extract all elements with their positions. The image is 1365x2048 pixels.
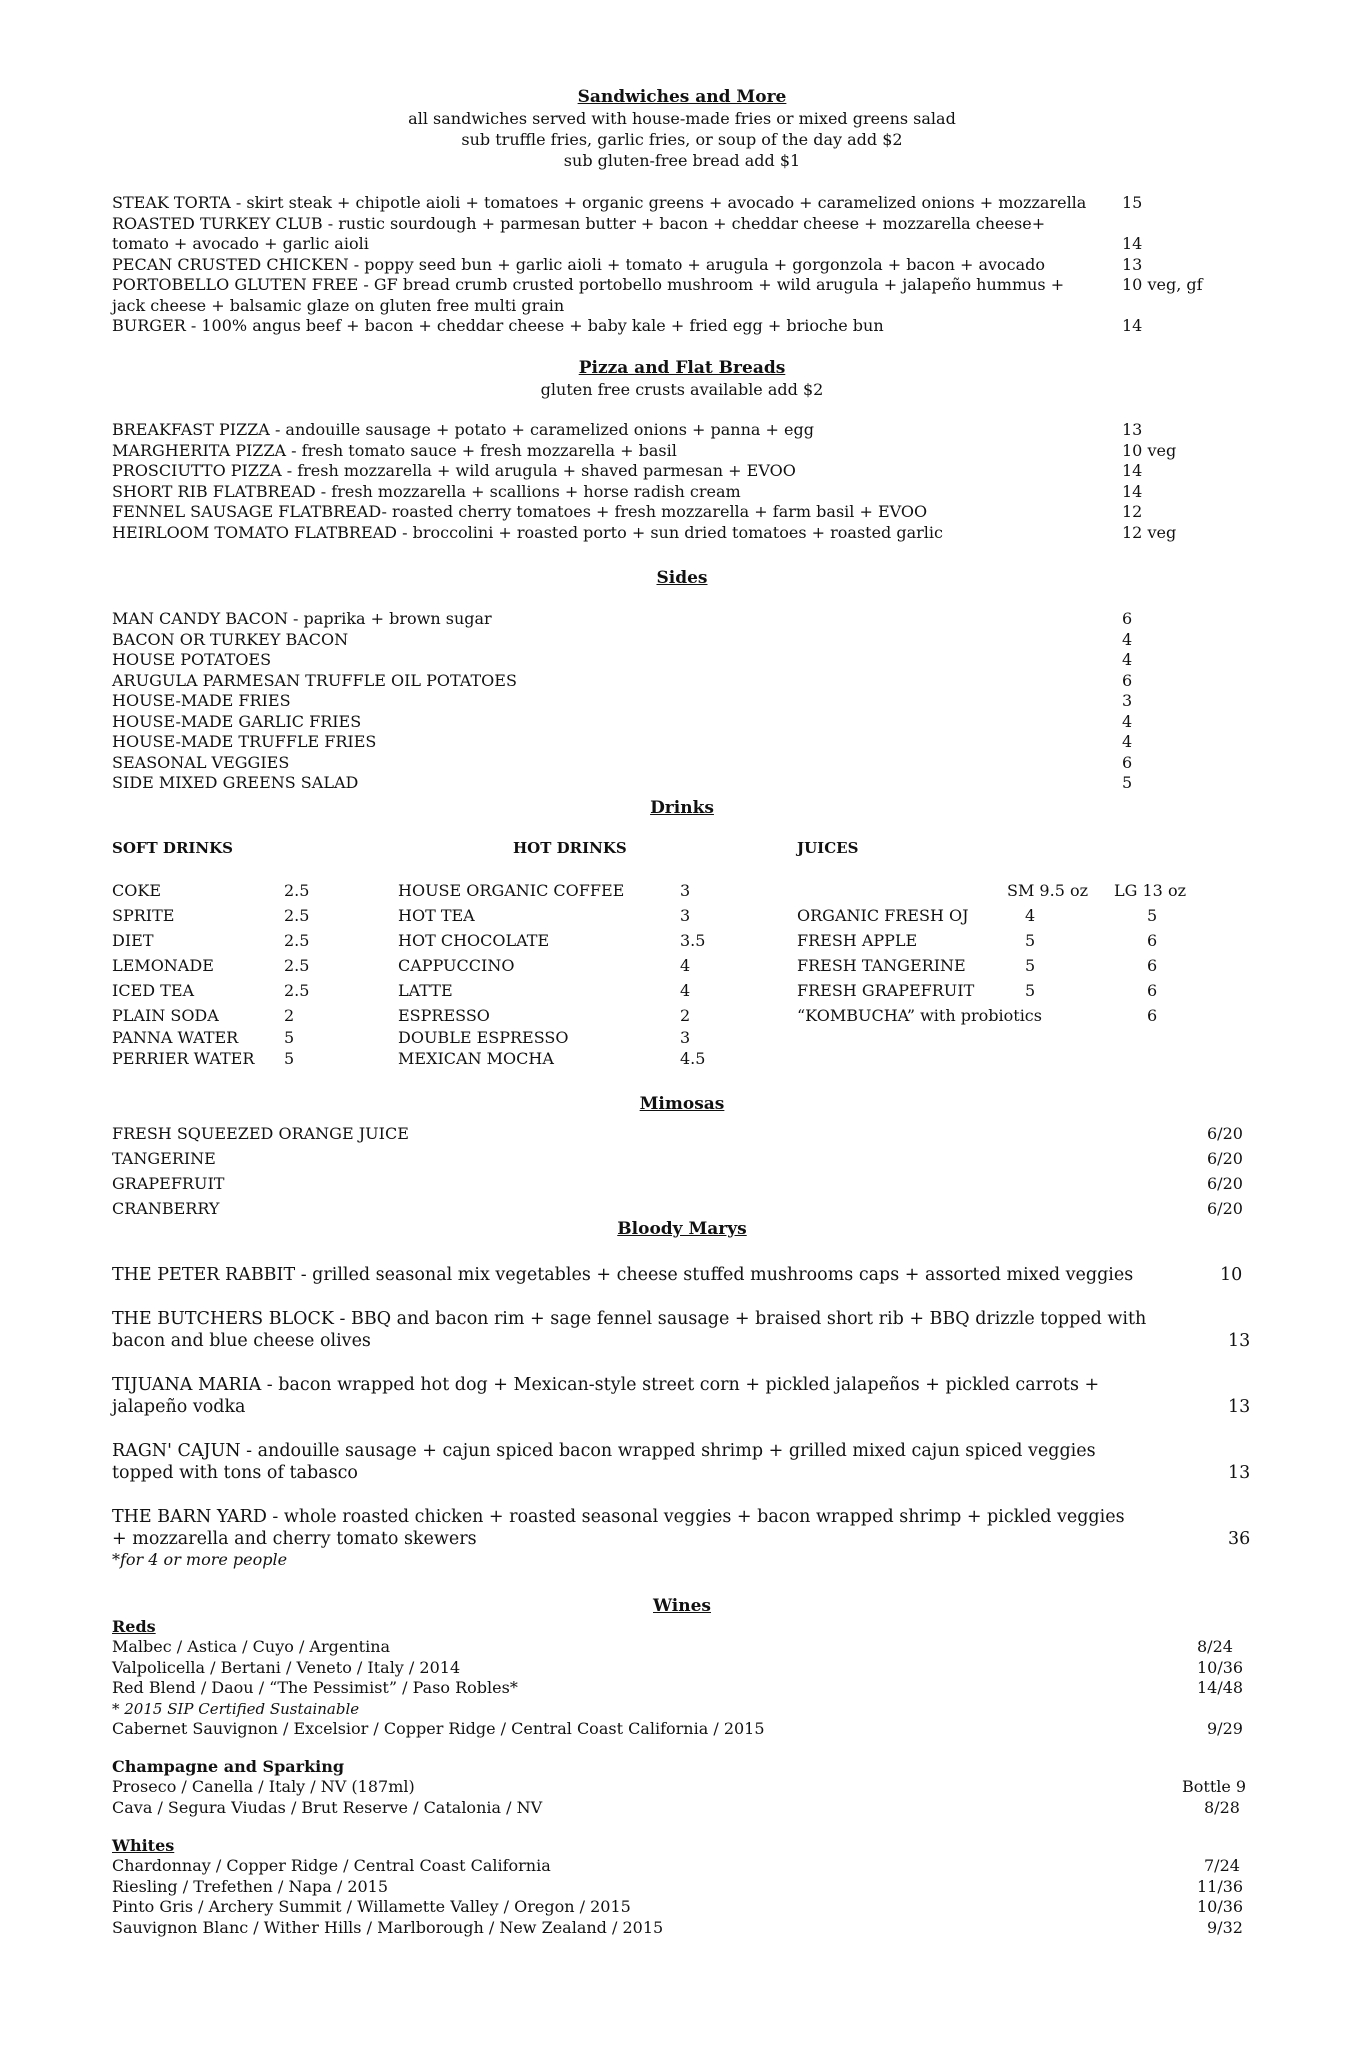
pizza-section	[112, 357, 1252, 543]
item-description: PORTOBELLO GLUTEN FREE - GF bread crumb crusted portobello mushroom + wild arugula + jalapeño hummus + jack cheese + balsamic glaze on gluten free multi grain	[112, 275, 1065, 315]
item-description: BREAKFAST PIZZA - andouille sausage + potato + caramelized onions + panna + egg	[112, 420, 814, 439]
item-price: 10	[1220, 1265, 1243, 1285]
juice-size-header	[797, 878, 1217, 903]
item-description: HOUSE POTATOES	[112, 650, 272, 669]
column-header: JUICES	[797, 839, 859, 857]
menu-item	[112, 753, 1252, 774]
juice-name: FRESH APPLE	[797, 931, 918, 950]
item-description: STEAK TORTA - skirt steak + chipotle aioli + tomatoes + organic greens + avocado + caramelized onions + mozzarella	[112, 193, 1087, 212]
drink-name: PERRIER WATER	[112, 1048, 255, 1068]
item-price: 3	[1122, 691, 1133, 710]
wine-category-header: Champagne and Sparking	[112, 1757, 345, 1776]
drink-price: 3	[680, 1028, 691, 1047]
item-price: 13	[1122, 254, 1143, 274]
wine-description: Cabernet Sauvignon / Excelsior / Copper Ridge / Central Coast California / 2015	[112, 1718, 765, 1738]
drink-row	[112, 978, 372, 1003]
item-price: 6/20	[1207, 1149, 1243, 1168]
section-title: Pizza and Flat Breads	[578, 358, 786, 378]
wine-item	[112, 1777, 1252, 1798]
item-description: BACON OR TURKEY BACON	[112, 629, 349, 649]
item-description: ARUGULA PARMESAN TRUFFLE OIL POTATOES	[112, 670, 517, 690]
item-price: 6	[1122, 609, 1133, 628]
item-description: RAGN' CAJUN - andouille sausage + cajun spiced bacon wrapped shrimp + grilled mixed cajun spiced veggies topped with tons of tabasco	[112, 1441, 1096, 1483]
wine-price: 7/24	[1204, 1856, 1240, 1875]
drink-price: 2.5	[284, 906, 310, 925]
section-title: Bloody Marys	[617, 1219, 747, 1239]
menu-item	[112, 255, 1252, 276]
wine-item	[112, 1719, 1252, 1740]
menu-item	[112, 1308, 1252, 1352]
item-description: THE BUTCHERS BLOCK - BBQ and bacon rim + sage fennel sausage + braised short rib + BBQ drizzle topped with bacon and blue cheese olives	[112, 1309, 1147, 1351]
item-price: 14	[1122, 234, 1143, 253]
drink-row	[112, 953, 372, 978]
drink-name: PLAIN SODA	[112, 1006, 219, 1025]
wine-item	[112, 1856, 1252, 1877]
juice-small-price: 4	[1025, 906, 1036, 925]
juice-row	[797, 1003, 1217, 1028]
item-price: 6	[1122, 670, 1133, 690]
item-price: 6/20	[1207, 1199, 1243, 1218]
drink-row	[112, 903, 372, 928]
hot-drinks-column	[398, 838, 728, 1069]
section-note: gluten free crusts available add $2	[540, 380, 824, 399]
wine-description: Pinto Gris / Archery Summit / Willamette Valley / Oregon / 2015	[112, 1897, 631, 1916]
wine-category-header: Whites	[112, 1836, 175, 1855]
section-title: Drinks	[650, 798, 714, 818]
menu-item	[112, 482, 1252, 503]
juice-row	[797, 978, 1217, 1003]
mimosas-section	[112, 1093, 1252, 1221]
drink-row	[398, 1049, 728, 1070]
item-price: 36	[1228, 1529, 1251, 1549]
wine-price: 8/24	[1197, 1637, 1233, 1656]
menu-item	[112, 502, 1252, 523]
juice-large-price: 6	[1147, 981, 1158, 1000]
menu-item	[112, 316, 1252, 337]
menu-item	[112, 1264, 1252, 1286]
menu-item	[112, 1440, 1252, 1484]
item-price: 6/20	[1207, 1124, 1243, 1143]
juice-name: “KOMBUCHA” with probiotics	[797, 1006, 1042, 1025]
drink-name: LATTE	[398, 981, 453, 1000]
item-description: GRAPEFRUIT	[112, 1174, 225, 1193]
wine-item	[112, 1637, 1252, 1658]
sides-section	[112, 567, 1252, 794]
item-price: 4	[1122, 629, 1133, 649]
drink-price: 2.5	[284, 956, 310, 975]
wine-item	[112, 1897, 1252, 1918]
item-price: 14	[1122, 481, 1143, 501]
menu-item	[112, 214, 1252, 255]
juice-small-price: 5	[1025, 981, 1036, 1000]
juice-name: ORGANIC FRESH OJ	[797, 906, 969, 925]
drink-row	[398, 928, 728, 953]
item-description: FENNEL SAUSAGE FLATBREAD- roasted cherry tomatoes + fresh mozzarella + farm basil + EVOO	[112, 502, 928, 521]
juice-name: FRESH GRAPEFRUIT	[797, 981, 975, 1000]
juice-row	[797, 953, 1217, 978]
drink-row	[398, 953, 728, 978]
drink-price: 3	[680, 906, 691, 925]
drink-price: 5	[284, 1048, 295, 1068]
item-description: FRESH SQUEEZED ORANGE JUICE	[112, 1124, 409, 1143]
menu-item	[112, 1374, 1252, 1418]
wine-description: Riesling / Trefethen / Napa / 2015	[112, 1876, 389, 1896]
drink-row	[398, 903, 728, 928]
drink-name: DIET	[112, 931, 154, 950]
item-price: 13	[1228, 1397, 1251, 1417]
wine-description: Chardonnay / Copper Ridge / Central Coast California	[112, 1856, 551, 1875]
wine-description: Malbec / Astica / Cuyo / Argentina	[112, 1637, 391, 1656]
drink-price: 4	[680, 956, 691, 975]
wine-description: Proseco / Canella / Italy / NV (187ml)	[112, 1777, 415, 1796]
drink-row	[398, 978, 728, 1003]
drink-name: LEMONADE	[112, 956, 214, 975]
drink-row	[112, 878, 372, 903]
drink-price: 4.5	[680, 1048, 706, 1068]
section-note: all sandwiches served with house-made fries or mixed greens salad	[408, 109, 956, 128]
wine-item	[112, 1798, 1252, 1819]
menu-item	[112, 671, 1252, 692]
juice-row	[797, 903, 1217, 928]
section-title: Mimosas	[639, 1094, 725, 1114]
menu-item	[112, 732, 1252, 753]
item-price: 13	[1122, 420, 1143, 439]
item-price: 10 veg, gf	[1122, 275, 1203, 294]
menu-item	[112, 773, 1252, 794]
juices-column	[797, 838, 1217, 1028]
drink-row	[112, 1028, 372, 1049]
section-title: Sandwiches and More	[577, 87, 787, 107]
item-price: 5	[1122, 773, 1133, 792]
drink-name: CAPPUCCINO	[398, 956, 515, 975]
item-description: PECAN CRUSTED CHICKEN - poppy seed bun + garlic aioli + tomato + arugula + gorgonzola + bacon + avocado	[112, 254, 1046, 274]
drink-name: HOT TEA	[398, 906, 475, 925]
drink-price: 2.5	[284, 881, 310, 900]
juice-large-price: 6	[1147, 1006, 1158, 1025]
item-description: THE BARN YARD - whole roasted chicken + roasted seasonal veggies + bacon wrapped shrimp + pickled veggies + mozzarella and cherry tomato skewers	[112, 1507, 1125, 1549]
wine-price: 10/36	[1197, 1657, 1244, 1677]
item-price: 14	[1122, 461, 1143, 480]
drink-price: 3.5	[680, 931, 706, 950]
item-price: 4	[1122, 711, 1133, 731]
item-description: HEIRLOOM TOMATO FLATBREAD - broccolini + roasted porto + sun dried tomatoes + roasted garlic	[112, 522, 943, 542]
item-description: HOUSE-MADE TRUFFLE FRIES	[112, 732, 377, 751]
item-description: SEASONAL VEGGIES	[112, 752, 290, 772]
soft-drinks-column	[112, 838, 372, 1069]
menu-item	[112, 275, 1252, 316]
large-size-label: LG 13 oz	[1114, 881, 1186, 900]
wine-item	[112, 1658, 1252, 1679]
drink-name: PANNA WATER	[112, 1028, 239, 1047]
drink-name: ESPRESSO	[398, 1006, 490, 1025]
item-price: 6	[1122, 752, 1133, 772]
item-description: BURGER - 100% angus beef + bacon + cheddar cheese + baby kale + fried egg + brioche bun	[112, 316, 884, 335]
drink-row	[398, 1028, 728, 1049]
wine-item	[112, 1918, 1252, 1939]
drink-row	[398, 1003, 728, 1028]
item-price: 4	[1122, 650, 1133, 669]
item-description: HOUSE-MADE FRIES	[112, 691, 291, 710]
item-description: MAN CANDY BACON - paprika + brown sugar	[112, 609, 492, 628]
drink-price: 3	[680, 881, 691, 900]
item-price: 6/20	[1207, 1174, 1243, 1193]
menu-item	[112, 650, 1252, 671]
wine-price: Bottle 9	[1182, 1777, 1247, 1796]
wine-price: 8/28	[1204, 1797, 1240, 1817]
menu-item	[112, 609, 1252, 630]
juice-large-price: 6	[1147, 931, 1158, 950]
wine-description: Valpolicella / Bertani / Veneto / Italy / 2014	[112, 1657, 461, 1677]
drink-row	[398, 878, 728, 903]
wine-item	[112, 1877, 1252, 1898]
wine-price: 9/32	[1207, 1917, 1243, 1937]
wine-price: 9/29	[1207, 1718, 1243, 1738]
item-price: 12 veg	[1122, 522, 1177, 542]
item-price: 10 veg	[1122, 440, 1177, 460]
menu-item	[112, 1146, 1252, 1171]
item-price: 15	[1122, 193, 1143, 212]
drink-price: 2	[284, 1006, 295, 1025]
item-description: PROSCIUTTO PIZZA - fresh mozzarella + wild arugula + shaved parmesan + EVOO	[112, 461, 796, 480]
drink-price: 4	[680, 981, 691, 1000]
drink-name: SPRITE	[112, 906, 175, 925]
drink-row	[112, 1003, 372, 1028]
drinks-section	[112, 797, 1252, 819]
drink-name: ICED TEA	[112, 981, 195, 1000]
wine-footnote: * 2015 SIP Certified Sustainable	[112, 1699, 360, 1718]
item-price: 4	[1122, 732, 1133, 751]
drink-name: MEXICAN MOCHA	[398, 1048, 554, 1068]
menu-item	[112, 523, 1252, 544]
menu-item	[112, 1121, 1252, 1146]
item-price: 12	[1122, 502, 1143, 521]
juice-name: FRESH TANGERINE	[797, 956, 966, 975]
drink-name: DOUBLE ESPRESSO	[398, 1028, 569, 1047]
item-description: HOUSE-MADE GARLIC FRIES	[112, 711, 362, 731]
drink-name: HOT CHOCOLATE	[398, 931, 550, 950]
drink-row	[112, 1049, 372, 1070]
column-header: HOT DRINKS	[513, 839, 627, 857]
section-note: sub truffle fries, garlic fries, or soup of the day add $2	[461, 130, 903, 149]
item-price: 13	[1228, 1463, 1251, 1483]
wine-price: 10/36	[1197, 1897, 1244, 1916]
item-footnote: *for 4 or more people	[112, 1550, 288, 1569]
small-size-label: SM 9.5 oz	[1007, 881, 1089, 900]
item-description: THE PETER RABBIT - grilled seasonal mix vegetables + cheese stuffed mushrooms caps + assorted mixed veggies	[112, 1265, 1134, 1285]
drink-name: COKE	[112, 881, 161, 900]
drink-name: HOUSE ORGANIC COFFEE	[398, 881, 625, 900]
wine-description: Sauvignon Blanc / Wither Hills / Marlborough / New Zealand / 2015	[112, 1917, 664, 1937]
juice-small-price: 5	[1025, 931, 1036, 950]
wine-price: 14/48	[1197, 1678, 1244, 1697]
menu-item	[112, 193, 1252, 214]
wine-description: Red Blend / Daou / “The Pessimist” / Paso Robles*	[112, 1678, 518, 1697]
juice-large-price: 6	[1147, 956, 1158, 975]
drink-price: 5	[284, 1028, 295, 1047]
item-description: SIDE MIXED GREENS SALAD	[112, 773, 359, 792]
column-header: SOFT DRINKS	[112, 839, 234, 857]
menu-item	[112, 712, 1252, 733]
section-title: Sides	[656, 568, 708, 588]
menu-item	[112, 461, 1252, 482]
drink-price: 2.5	[284, 931, 310, 950]
juice-large-price: 5	[1147, 906, 1158, 925]
menu-item	[112, 1171, 1252, 1196]
juice-small-price: 5	[1025, 956, 1036, 975]
drink-row	[112, 928, 372, 953]
wine-description: Cava / Segura Viudas / Brut Reserve / Catalonia / NV	[112, 1797, 543, 1817]
menu-item	[112, 630, 1252, 651]
sandwiches-section	[112, 86, 1252, 337]
item-description: TANGERINE	[112, 1149, 216, 1168]
wines-section	[112, 1595, 1252, 1938]
bloody-marys-section	[112, 1218, 1252, 1570]
drink-price: 2.5	[284, 981, 310, 1000]
juice-row	[797, 928, 1217, 953]
menu-item	[112, 1506, 1252, 1550]
item-description: ROASTED TURKEY CLUB - rustic sourdough + parmesan butter + bacon + cheddar cheese + mozzarella cheese+ tomato + avocado + garlic aioli	[112, 213, 1046, 253]
item-price: 13	[1228, 1331, 1251, 1351]
item-description: CRANBERRY	[112, 1199, 220, 1218]
item-description: MARGHERITA PIZZA - fresh tomato sauce + fresh mozzarella + basil	[112, 440, 677, 460]
menu-item	[112, 691, 1252, 712]
wine-price: 11/36	[1197, 1876, 1244, 1896]
wine-category-header: Reds	[112, 1617, 156, 1636]
menu-item	[112, 420, 1252, 441]
wine-item	[112, 1678, 1252, 1699]
item-description: SHORT RIB FLATBREAD - fresh mozzarella + scallions + horse radish cream	[112, 481, 741, 501]
item-description: TIJUANA MARIA - bacon wrapped hot dog + Mexican-style street corn + pickled jalapeños + pickled carrots + jalapeño vodka	[112, 1375, 1100, 1417]
drink-price: 2	[680, 1006, 691, 1025]
section-note: sub gluten-free bread add $1	[563, 151, 801, 170]
menu-item	[112, 441, 1252, 462]
item-price: 14	[1122, 316, 1143, 335]
section-title: Wines	[653, 1596, 711, 1616]
